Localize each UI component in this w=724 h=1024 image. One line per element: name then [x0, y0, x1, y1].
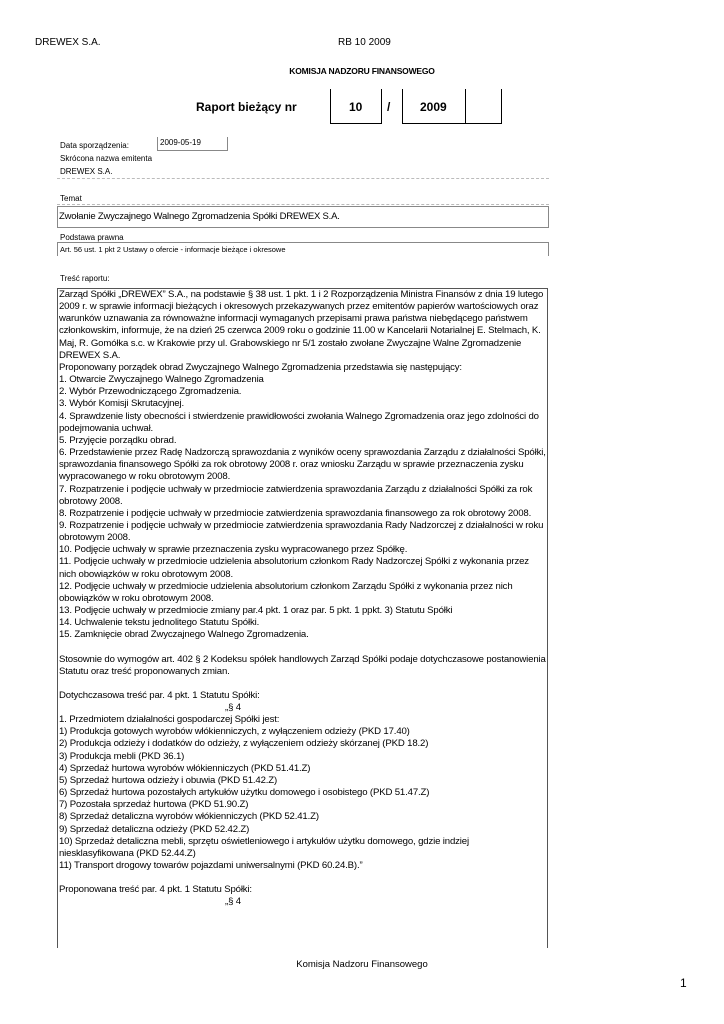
subject-value: Zwołanie Zwyczajnego Walnego Zgromadzenia Spółki DREWEX S.A.: [59, 211, 340, 222]
report-extra-box: [465, 89, 502, 124]
spacer: [58, 872, 547, 884]
pkd-item: 1) Produkcja gotowych wyrobów włókienniczych, z wyłączeniem odzieży (PKD 17.40): [59, 726, 410, 738]
legal-basis-field: [57, 242, 549, 256]
agenda-item: 14. Uchwalenie tekstu jednolitego Statutu Spółki.: [59, 617, 260, 629]
content-paragraph: Proponowany porządek obrad Zwyczajnego Walnego Zgromadzenia przedstawia się następujący:: [59, 361, 462, 373]
page-number: 1: [680, 976, 687, 990]
agenda-item: 11. Podjęcie uchwały w przedmiocie udzielenia absolutorium członkom Rady Nadzorczej Spółki z wykonania przez nich obowiązków w roku obrotowym 2008.: [59, 556, 529, 580]
issuer-value: DREWEX S.A.: [60, 167, 113, 176]
legal-basis-value: Art. 56 ust. 1 pkt 2 Ustawy o ofercie - informacje bieżące i okresowe: [60, 245, 286, 254]
date-value: 2009-05-19: [160, 138, 201, 147]
pkd-item: 4) Sprzedaż hurtowa wyrobów włókienniczych (PKD 51.41.Z): [59, 762, 311, 774]
content-paragraph: Stosownie do wymogów art. 402 § 2 Kodeksu spółek handlowych Zarząd Spółki podaje dotychczasowe postanowienia Statutu oraz treść proponowanych zmian.: [59, 653, 546, 677]
subject-field: [57, 206, 549, 228]
report-year: 2009: [420, 100, 447, 114]
pkd-item: 3) Produkcja mebli (PKD 36.1): [59, 750, 185, 762]
issuer-divider: [57, 178, 549, 179]
agenda-item: 2. Wybór Przewodniczącego Zgromadzenia.: [59, 386, 242, 398]
agenda-item: 10. Podjęcie uchwały w sprawie przeznaczenia zysku wypracowanego przez Spółkę.: [59, 544, 408, 556]
pkd-item: 10) Sprzedaż detaliczna mebli, sprzętu oświetleniowego i artykułów użytku domowego, gdzie indziej niesklasyfikowana (PKD 52.44.Z): [59, 835, 469, 859]
agenda-item: 1. Otwarcie Zwyczajnego Walnego Zgromadzenia: [59, 374, 264, 386]
footer: Komisja Nadzoru Finansowego: [296, 959, 428, 970]
report-separator: /: [387, 100, 391, 114]
pkd-item: 8) Sprzedaż detaliczna wyrobów włókienniczych (PKD 52.41.Z): [59, 811, 319, 823]
content-paragraph: Dotychczasowa treść par. 4 pkt. 1 Statutu Spółki:: [59, 689, 260, 701]
pkd-item: 6) Sprzedaż hurtowa pozostałych artykułów użytku domowego i osobistego (PKD 51.47.Z): [59, 787, 430, 799]
pkd-item: 5) Sprzedaż hurtowa odzieży i obuwia (PKD 51.42.Z): [59, 774, 278, 786]
spacer: [58, 678, 547, 690]
content-paragraph: Proponowana treść par. 4 pkt. 1 Statutu Spółki:: [59, 884, 252, 896]
pkd-item: 11) Transport drogowy towarów pojazdami uniwersalnymi (PKD 60.24.B).”: [59, 860, 363, 872]
content-paragraph: Zarząd Spółki „DREWEX” S.A., na podstawie § 38 ust. 1 pkt. 1 i 2 Rozporządzenia Ministra Finansów z dnia 19 lutego 2009 r. w sprawie informacji bieżących i okresowych przekazywanych przez emitentów papierów wartościowych oraz warunków uznawania za równoważne informacji wymaganych przepisami prawa państwa niebędącego państwem członkowskim, informuje, że na dzień 25 czerwca 2009 roku o godzinie 11.00 w Kancelarii Notarialnej E. Stelmach, K. Maj, R. Gomółka s.c. w Krakowie przy ul. Grabowskiego nr 5/1 zostało zwołane Zwyczajne Walne Zgromadzenie DREWEX S.A.: [59, 289, 544, 361]
issuer-label: Skrócona nazwa emitenta: [60, 154, 153, 163]
agenda-item: 5. Przyjęcie porządku obrad.: [59, 434, 177, 446]
agenda-item: 6. Przedstawienie przez Radę Nadzorczą sprawozdania z wyników oceny sprawozdania Zarządu z działalności Spółki, sprawozdania finansowego Spółki za rok obrotowy 2008 r. oraz wniosku Zarządu w sprawie przeznaczenia zysku wypracowanego w roku obrotowym 2008.: [59, 447, 546, 483]
agenda-item: 7. Rozpatrzenie i podjęcie uchwały w przedmiocie zatwierdzenia sprawozdania Zarządu z działalności Spółki za rok obrotowy 2008.: [59, 483, 533, 507]
date-label: Data sporządzenia:: [60, 141, 129, 150]
section-sign: „§ 4: [225, 702, 241, 713]
subject-label: Temat: [60, 194, 82, 203]
header-report-code: RB 10 2009: [338, 37, 391, 48]
agenda-item: 13. Podjęcie uchwały w przedmiocie zmiany par.4 pkt. 1 oraz par. 5 pkt. 1 ppkt. 3) Statutu Spółki: [59, 605, 453, 617]
report-content: [57, 288, 548, 948]
report-label: Raport bieżący nr: [196, 100, 297, 114]
date-field: [157, 137, 228, 151]
agenda-item: 3. Wybór Komisji Skrutacyjnej.: [59, 398, 184, 410]
agenda-item: 8. Rozpatrzenie i podjęcie uchwały w przedmiocie zatwierdzenia sprawozdania finansowego za rok obrotowy 2008.: [59, 507, 532, 519]
pkd-item: 2) Produkcja odzieży i dodatków do odzieży, z wyłączeniem odzieży skórzanej (PKD 18.2): [59, 738, 429, 750]
subject-divider: [57, 204, 549, 205]
spacer: [58, 642, 547, 654]
pkd-item: 7) Pozostała sprzedaż hurtowa (PKD 51.90.Z): [59, 799, 249, 811]
document-title: KOMISJA NADZORU FINANSOWEGO: [289, 66, 435, 76]
pkd-item: 9) Sprzedaż detaliczna odzieży (PKD 52.42.Z): [59, 823, 250, 835]
legal-basis-label: Podstawa prawna: [60, 233, 124, 242]
content-paragraph: 1. Przedmiotem działalności gospodarczej Spółki jest:: [59, 714, 280, 726]
agenda-item: 12. Podjęcie uchwały w przedmiocie udzielenia absolutorium członkom Zarządu Spółki z wykonania przez nich obowiązków w roku obrotowym 2008.: [59, 580, 513, 604]
header-company: DREWEX S.A.: [35, 37, 101, 48]
report-number: 10: [349, 100, 363, 114]
agenda-item: 9. Rozpatrzenie i podjęcie uchwały w przedmiocie zatwierdzenia sprawozdania Rady Nadzorczej z działalności w roku obrotowym 2008.: [59, 519, 544, 544]
section-sign: „§ 4: [225, 896, 241, 908]
content-label: Treść raportu:: [60, 274, 110, 283]
agenda-item: 4. Sprawdzenie listy obecności i stwierdzenie prawidłowości zwołania Walnego Zgromadzenia oraz jego zdolności do podejmowania uchwał.: [59, 410, 539, 434]
agenda-item: 15. Zamknięcie obrad Zwyczajnego Walnego Zgromadzenia.: [59, 629, 309, 641]
